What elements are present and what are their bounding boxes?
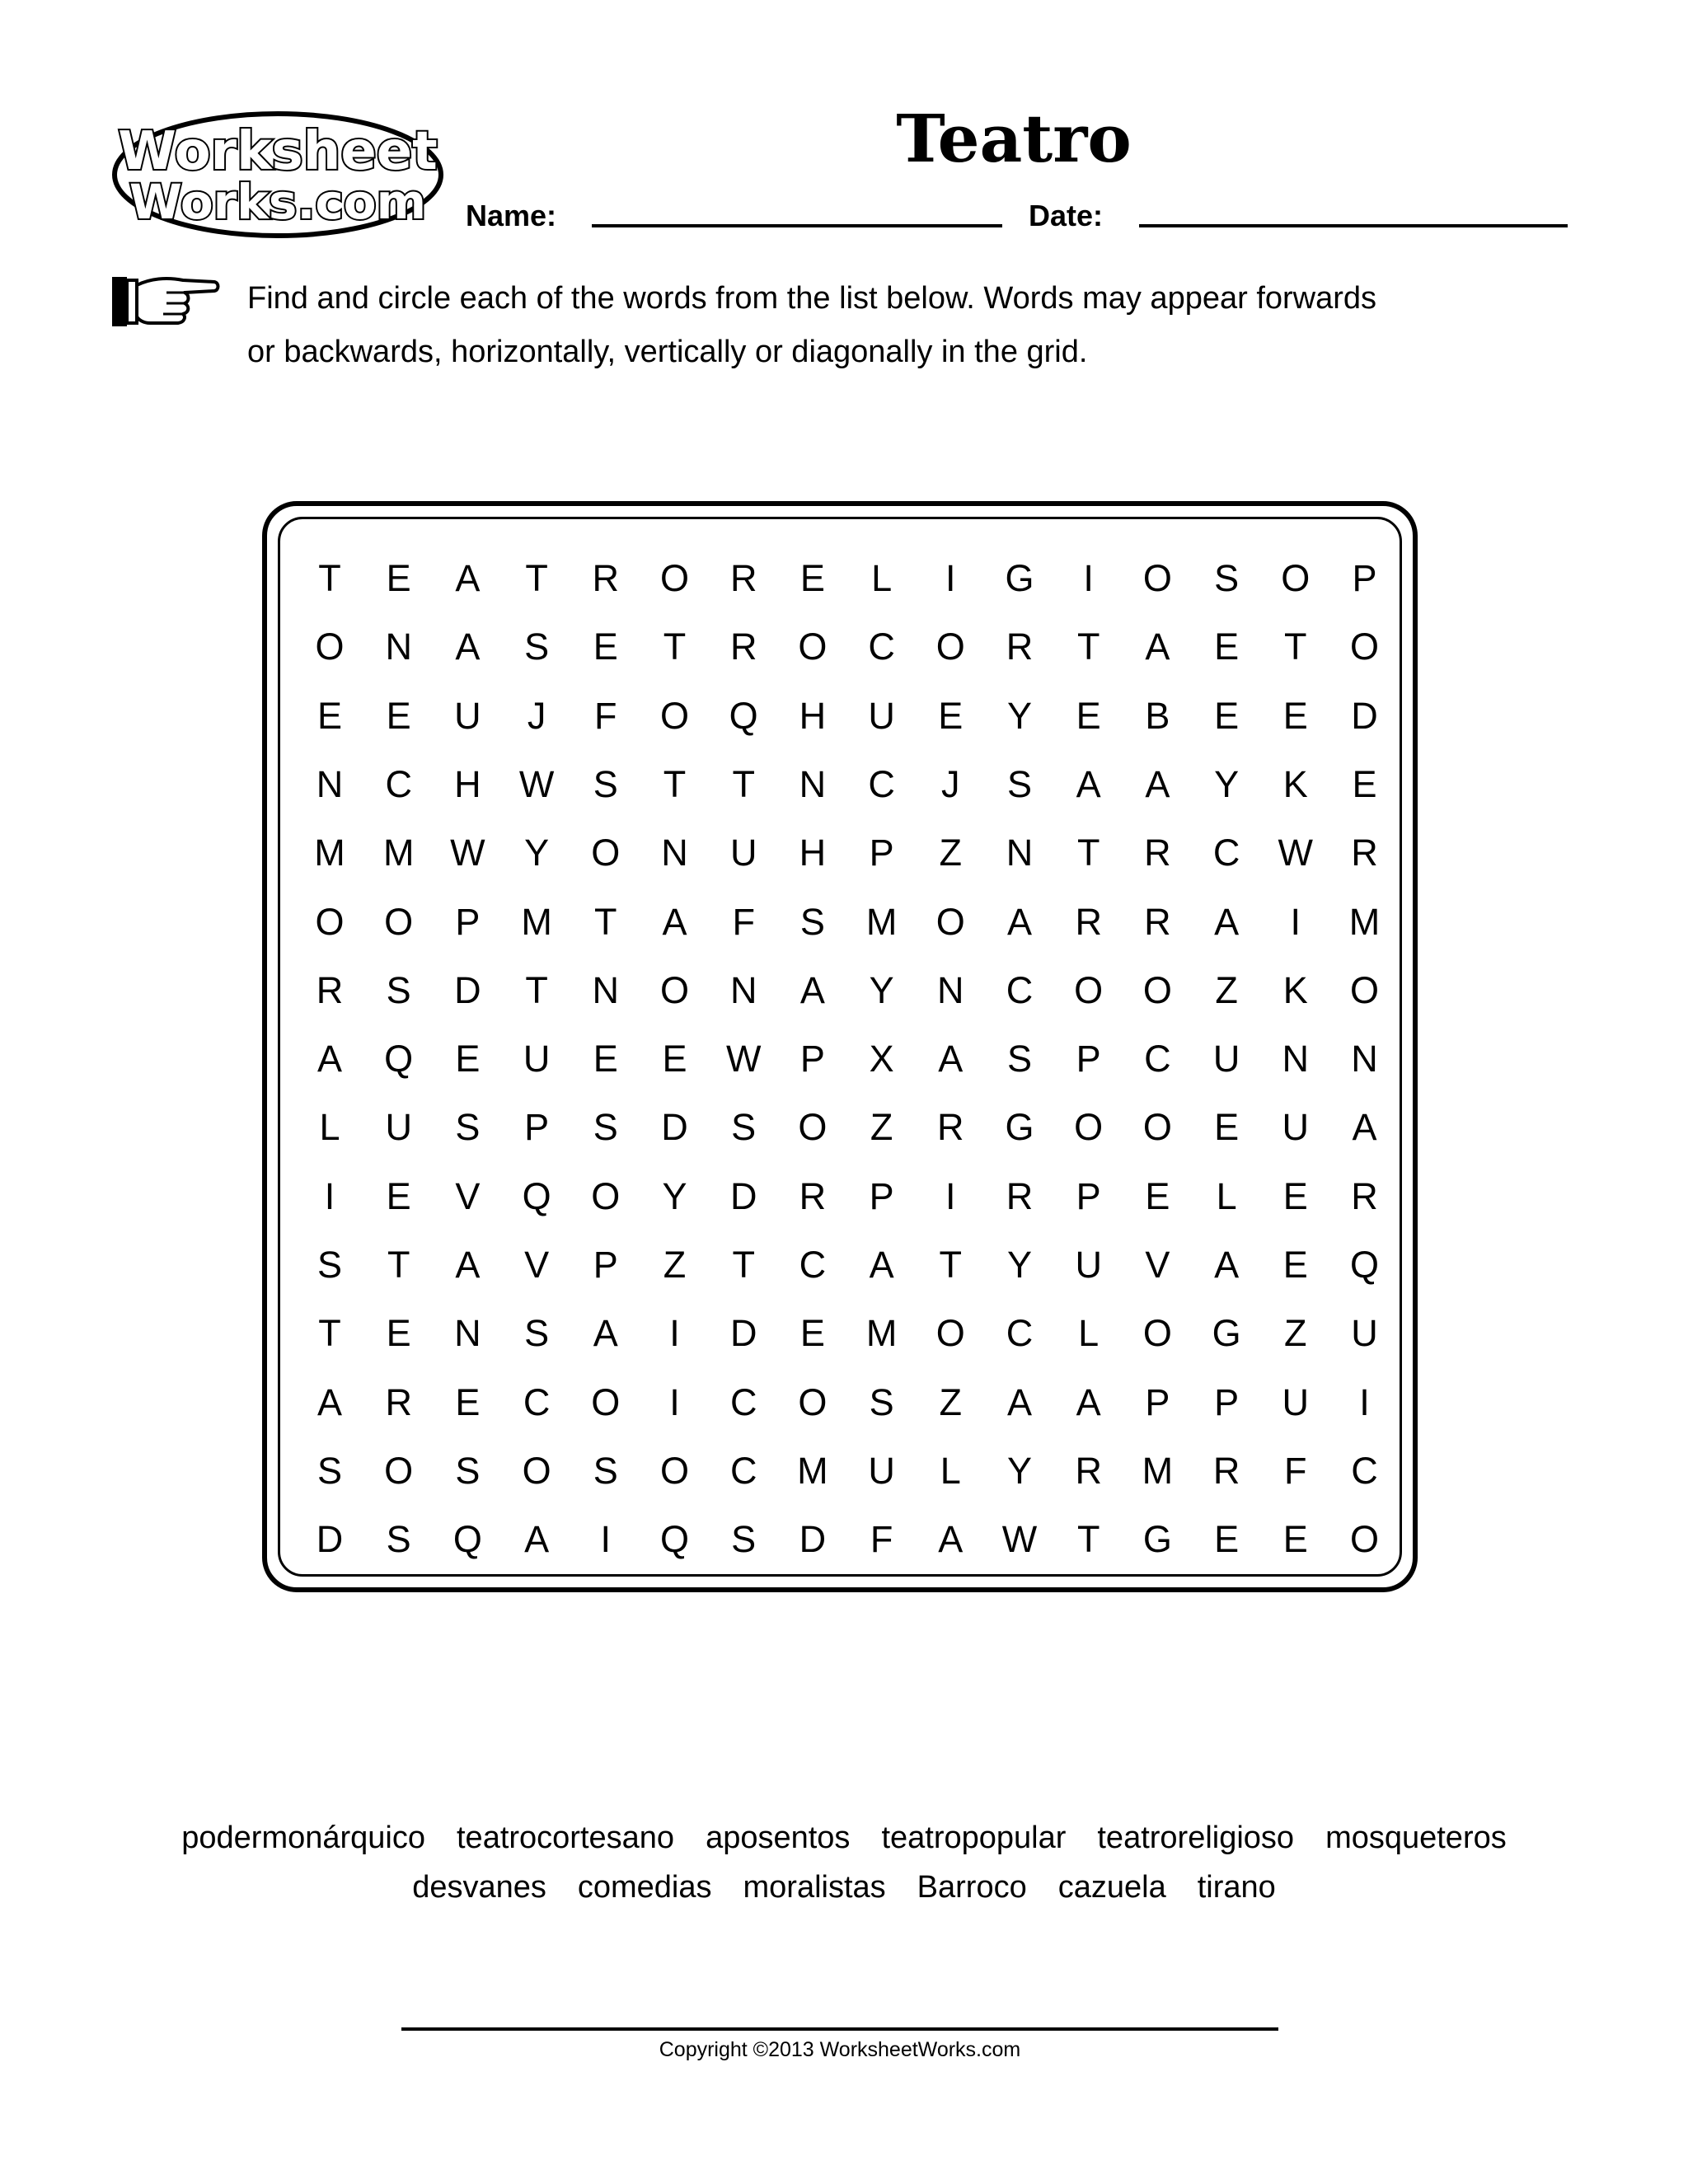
grid-letter[interactable]: A [1076,762,1101,805]
grid-letter[interactable]: O [1074,1106,1104,1149]
grid-letter[interactable]: P [1076,1174,1101,1217]
name-field-line[interactable] [592,224,1002,227]
grid-letter[interactable]: R [799,1174,827,1217]
grid-letter[interactable]: T [1076,832,1100,874]
grid-letter[interactable]: R [1075,1449,1102,1492]
grid-letter[interactable]: Z [939,832,963,874]
grid-letter[interactable]: C [729,1380,757,1423]
footer-divider [401,2027,1278,2031]
grid-letter[interactable]: T [732,762,755,805]
grid-letter[interactable]: O [1349,1518,1379,1561]
grid-letter[interactable]: N [799,762,827,805]
grid-letter[interactable]: I [945,1174,956,1217]
grid-letter[interactable]: N [1006,832,1034,874]
instructions [247,272,1582,379]
grid-letter[interactable]: V [524,1244,550,1286]
grid-letter[interactable]: M [1142,1449,1174,1492]
grid-letter[interactable]: M [797,1449,828,1492]
grid-letter[interactable]: G [1212,1312,1241,1355]
grid-letter[interactable]: S [524,1312,550,1355]
word-list-item: teatrocortesano [457,1821,675,1855]
grid-letter[interactable]: C [385,762,412,805]
grid-letter[interactable]: E [1282,1174,1308,1217]
grid-letter[interactable]: E [799,557,825,599]
grid-letter[interactable]: U [1212,1038,1240,1080]
grid-letter[interactable]: I [1290,900,1301,943]
grid-letter[interactable]: D [729,1312,757,1355]
grid-letter[interactable]: I [324,1174,335,1217]
word-list [99,1813,1589,1912]
grid-letter[interactable]: K [1282,762,1308,805]
word-list-row-1 [99,1813,1589,1863]
grid-letter[interactable]: O [1142,1312,1172,1355]
grid-letter[interactable]: Q [452,1518,482,1561]
grid-letter[interactable]: P [799,1038,825,1080]
grid-letter[interactable]: C [1006,1312,1034,1355]
grid-letter[interactable]: O [659,968,689,1011]
grid-letter[interactable]: S [316,1244,342,1286]
grid-letter[interactable]: L [940,1449,961,1492]
grid-letter[interactable]: T [1076,626,1100,668]
grid-letter[interactable]: U [1075,1244,1102,1286]
grid-letter[interactable]: E [1076,694,1101,737]
svg-text:Worksheet: Worksheet [118,121,438,182]
grid-letter[interactable]: W [1001,1518,1038,1561]
grid-letter[interactable]: O [384,900,414,943]
grid-letter[interactable]: O [1142,557,1172,599]
grid-letter[interactable]: R [1144,832,1171,874]
word-list-item: moralistas [743,1870,886,1905]
grid-letter[interactable]: R [592,557,620,599]
grid-letter[interactable]: C [868,762,895,805]
date-label: Date: [1029,199,1104,232]
grid-letter[interactable]: G [1142,1518,1172,1561]
grid-letter[interactable]: A [662,900,687,943]
grid-letter[interactable]: K [1282,968,1308,1011]
grid-letter[interactable]: N [729,968,757,1011]
grid-letter[interactable]: T [663,626,687,668]
grid-letter[interactable]: E [455,1038,481,1080]
grid-letter[interactable]: D [1351,694,1378,737]
grid-letter[interactable]: L [319,1106,340,1149]
grid-letter[interactable]: A [316,1380,342,1423]
grid-letter[interactable]: T [387,1244,410,1286]
grid-letter[interactable]: F [594,694,617,737]
grid-letter[interactable]: N [385,626,412,668]
grid-letter[interactable]: T [525,968,548,1011]
grid-letter[interactable]: V [1145,1244,1170,1286]
grid-letter[interactable]: A [1006,900,1032,943]
grid-letter[interactable]: M [382,832,415,874]
grid-letter[interactable]: E [1352,762,1377,805]
grid-letter[interactable]: O [591,1380,621,1423]
grid-letter[interactable]: O [1349,968,1379,1011]
grid-letter[interactable]: I [1083,557,1094,599]
grid-letter[interactable]: U [1351,1312,1378,1355]
grid-letter[interactable]: P [1352,557,1377,599]
grid-letter[interactable]: C [1212,832,1240,874]
grid-letter[interactable]: T [1284,626,1307,668]
grid-letter[interactable]: R [1006,626,1034,668]
grid-letter[interactable]: I [600,1518,612,1561]
grid-letter[interactable]: D [661,1106,688,1149]
grid-letter[interactable]: O [1142,968,1172,1011]
word-list-item: tirano [1197,1870,1276,1905]
grid-letter[interactable]: W [450,832,485,874]
page-title: Teatro [896,100,1132,177]
grid-letter[interactable]: T [939,1244,963,1286]
grid-letter[interactable]: X [869,1038,894,1080]
grid-letter[interactable]: R [729,626,757,668]
grid-letter[interactable]: R [1075,900,1102,943]
grid-letter[interactable]: E [1282,1244,1308,1286]
grid-letter[interactable]: R [729,557,757,599]
word-list-item: teatroreligioso [1097,1821,1295,1855]
grid-letter[interactable]: O [798,1106,828,1149]
grid-letter[interactable]: I [669,1380,680,1423]
grid-letter[interactable]: S [1006,1038,1032,1080]
grid-letter[interactable]: H [799,694,827,737]
grid-letter[interactable]: U [523,1038,551,1080]
grid-letter[interactable]: R [385,1380,412,1423]
grid-letter[interactable]: A [938,1038,964,1080]
grid-letter[interactable]: W [1278,832,1314,874]
grid-letter[interactable]: O [1349,626,1379,668]
grid-letter[interactable]: D [799,1518,827,1561]
grid-letter[interactable]: O [659,1449,689,1492]
name-label: Name: [466,199,557,232]
grid-letter[interactable]: O [798,626,828,668]
grid-letter[interactable]: E [386,694,411,737]
grid-letter[interactable]: U [868,694,895,737]
grid-letter[interactable]: A [593,1312,618,1355]
grid-letter[interactable]: E [1214,694,1240,737]
grid-letter[interactable]: A [1145,762,1170,805]
grid-letter[interactable]: N [316,762,344,805]
grid-letter[interactable]: E [1282,694,1308,737]
grid-letter[interactable]: O [315,900,345,943]
copyright-text: Copyright ©2013 WorksheetWorks.com [659,2038,1021,2061]
grid-letter[interactable]: A [524,1518,550,1561]
grid-letter[interactable]: E [1282,1518,1308,1561]
word-list-item: aposentos [706,1821,851,1855]
grid-letter[interactable]: C [868,626,895,668]
grid-letter[interactable]: A [869,1244,894,1286]
grid-letter[interactable]: P [869,1174,894,1217]
grid-letter[interactable]: Q [1349,1244,1379,1286]
grid-letter[interactable]: G [1005,557,1034,599]
grid-letter[interactable]: Z [870,1106,893,1149]
grid-letter[interactable]: O [935,626,965,668]
word-list-item: comedias [577,1870,712,1905]
grid-letter[interactable]: A [316,1038,342,1080]
grid-letter[interactable]: Z [1284,1312,1307,1355]
grid-letter[interactable]: H [799,832,827,874]
grid-letter[interactable]: Q [729,694,758,737]
grid-letter[interactable]: U [454,694,481,737]
grid-letter[interactable]: R [1351,1174,1378,1217]
grid-letter[interactable]: N [454,1312,481,1355]
grid-letter[interactable]: O [798,1380,828,1423]
grid-letter[interactable]: S [869,1380,894,1423]
grid-letter[interactable]: M [865,900,898,943]
grid-letter[interactable]: H [454,762,481,805]
grid-letter[interactable]: D [729,1174,757,1217]
grid-letter[interactable]: E [662,1038,687,1080]
word-list-item: cazuela [1057,1870,1166,1905]
grid-letter[interactable]: I [669,1312,680,1355]
grid-letter[interactable]: J [941,762,960,805]
grid-letter[interactable]: I [1359,1380,1370,1423]
grid-letter[interactable]: A [455,626,481,668]
grid-letter[interactable]: F [732,900,755,943]
grid-letter[interactable]: S [593,1449,618,1492]
grid-letter[interactable]: T [594,900,617,943]
grid-letter[interactable]: Z [939,1380,963,1423]
word-list-item: Barroco [917,1870,1027,1905]
pointing-hand-icon [109,270,220,335]
grid-letter[interactable]: M [865,1312,898,1355]
grid-letter[interactable]: L [1078,1312,1100,1355]
grid-letter[interactable]: A [455,1244,481,1286]
grid-letter[interactable]: W [725,1038,762,1080]
grid-letter[interactable]: T [732,1244,755,1286]
grid-letter[interactable]: O [1142,1106,1172,1149]
grid-letter[interactable]: S [731,1518,757,1561]
grid-letter[interactable]: P [593,1244,618,1286]
grid-letter[interactable]: S [455,1449,481,1492]
grid-letter[interactable]: N [661,832,688,874]
grid-letter[interactable]: R [937,1106,964,1149]
worksheetworks-logo [109,107,447,243]
grid-letter[interactable]: G [1005,1106,1034,1149]
grid-letter[interactable]: O [935,1312,965,1355]
grid-letter[interactable]: E [1214,1518,1240,1561]
grid-letter[interactable]: O [591,1174,621,1217]
svg-text:Works.com: Works.com [129,174,427,230]
grid-letter[interactable]: E [1214,626,1240,668]
grid-letter[interactable]: O [384,1449,414,1492]
grid-letter[interactable]: R [316,968,344,1011]
grid-letter[interactable]: E [799,1312,825,1355]
grid-letter[interactable]: S [524,626,550,668]
grid-letter[interactable]: M [521,900,552,943]
grid-letter[interactable]: L [871,557,893,599]
word-list-row-2 [99,1863,1589,1912]
instructions-line-2: or backwards, horizontally, vertically or diagonally in the grid. [247,335,1088,369]
grid-letter[interactable]: T [318,1312,341,1355]
grid-letter[interactable]: A [1214,900,1240,943]
grid-letter[interactable]: M [314,832,345,874]
grid-letter[interactable]: P [869,832,894,874]
grid-letter[interactable]: O [522,1449,551,1492]
grid-letter[interactable]: C [799,1244,827,1286]
grid-letter[interactable]: B [1145,694,1170,737]
grid-letter[interactable]: R [1212,1449,1240,1492]
grid-letter[interactable]: O [315,626,345,668]
grid-letter[interactable]: F [1284,1449,1307,1492]
grid-letter[interactable]: A [799,968,825,1011]
grid-letter[interactable]: E [316,694,342,737]
grid-letter[interactable]: A [938,1518,964,1561]
grid-letter[interactable]: S [799,900,825,943]
grid-letter[interactable]: W [518,762,555,805]
grid-letter[interactable]: T [663,762,687,805]
grid-letter[interactable]: N [1351,1038,1378,1080]
word-list-item: desvanes [412,1870,546,1905]
grid-letter[interactable]: U [385,1106,412,1149]
grid-letter[interactable]: I [945,557,956,599]
word-list-item: mosqueteros [1325,1821,1507,1855]
grid-letter[interactable]: P [1214,1380,1240,1423]
grid-letter[interactable]: P [1076,1038,1101,1080]
grid-letter[interactable]: R [1351,832,1378,874]
grid-letter[interactable]: O [591,832,621,874]
grid-letter[interactable]: A [1145,626,1170,668]
grid-letter[interactable]: U [1282,1380,1310,1423]
grid-letter[interactable]: S [593,1106,618,1149]
grid-letter[interactable]: E [386,1312,411,1355]
grid-letter[interactable]: M [1348,900,1381,943]
grid-letter[interactable]: Y [1006,1449,1032,1492]
grid-letter[interactable]: S [731,1106,757,1149]
grid-letter[interactable]: Y [524,832,550,874]
grid-letter[interactable]: S [386,1518,411,1561]
grid-letter[interactable]: V [455,1174,481,1217]
grid-letter[interactable]: T [318,557,341,599]
grid-letter[interactable]: C [729,1449,757,1492]
grid-letter[interactable]: E [593,1038,618,1080]
grid-letter[interactable]: J [527,694,546,737]
date-field-line[interactable] [1139,224,1568,227]
grid-letter[interactable]: Q [522,1174,551,1217]
grid-letter[interactable]: A [1352,1106,1377,1149]
grid-letter[interactable]: U [729,832,757,874]
grid-letter[interactable]: C [1144,1038,1171,1080]
grid-letter[interactable]: Q [384,1038,414,1080]
grid-letter[interactable]: O [1074,968,1104,1011]
grid-letter[interactable]: E [386,1174,411,1217]
grid-letter[interactable]: O [935,900,965,943]
grid-letter[interactable]: E [938,694,964,737]
grid-letter[interactable]: Z [663,1244,687,1286]
grid-letter[interactable]: Y [1006,1244,1032,1286]
grid-letter[interactable]: F [870,1518,893,1561]
grid-letter[interactable]: O [659,557,689,599]
grid-letter[interactable]: E [386,557,411,599]
grid-letter[interactable]: D [454,968,481,1011]
grid-letter[interactable]: Y [1214,762,1240,805]
grid-letter[interactable]: A [1006,1380,1032,1423]
grid-letter[interactable]: S [1006,762,1032,805]
grid-letter[interactable]: E [593,626,618,668]
grid-letter[interactable]: Y [869,968,894,1011]
grid-letter[interactable]: S [1214,557,1240,599]
word-list-item: teatropopular [881,1821,1067,1855]
grid-letter[interactable]: E [1145,1174,1170,1217]
grid-letter[interactable]: A [455,557,481,599]
grid-letter[interactable]: U [1282,1106,1310,1149]
grid-letter[interactable]: R [1006,1174,1034,1217]
grid-letter[interactable]: C [1351,1449,1378,1492]
grid-letter[interactable]: Y [662,1174,687,1217]
grid-letter[interactable]: Y [1006,694,1032,737]
grid-letter[interactable]: S [386,968,411,1011]
grid-letter[interactable]: U [868,1449,895,1492]
grid-letter[interactable]: O [1281,557,1311,599]
grid-letter[interactable]: Q [659,1518,689,1561]
grid-letter[interactable]: Z [1215,968,1238,1011]
grid-letter[interactable]: L [1216,1174,1237,1217]
grid-letter[interactable]: A [1214,1244,1240,1286]
grid-letter[interactable]: N [592,968,620,1011]
grid-letter[interactable]: O [659,694,689,737]
grid-letter[interactable]: E [1214,1106,1240,1149]
grid-letter[interactable]: D [316,1518,344,1561]
grid-letter[interactable]: R [1144,900,1171,943]
word-search-frame [262,501,1418,1592]
grid-letter[interactable]: P [524,1106,550,1149]
grid-letter[interactable]: A [1076,1380,1101,1423]
grid-letter[interactable]: S [455,1106,481,1149]
grid-letter[interactable]: C [523,1380,551,1423]
word-list-item: podermonárquico [181,1821,425,1855]
grid-letter[interactable]: E [455,1380,481,1423]
grid-letter[interactable]: S [316,1449,342,1492]
grid-letter[interactable]: S [593,762,618,805]
grid-letter[interactable]: N [937,968,964,1011]
instructions-line-1: Find and circle each of the words from the list below. Words may appear forwards [247,281,1377,316]
grid-letter[interactable]: C [1006,968,1034,1011]
grid-letter[interactable]: T [525,557,548,599]
grid-letter[interactable]: N [1282,1038,1310,1080]
grid-letter[interactable]: P [1145,1380,1170,1423]
grid-letter[interactable]: T [1076,1518,1100,1561]
grid-letter[interactable]: P [455,900,481,943]
